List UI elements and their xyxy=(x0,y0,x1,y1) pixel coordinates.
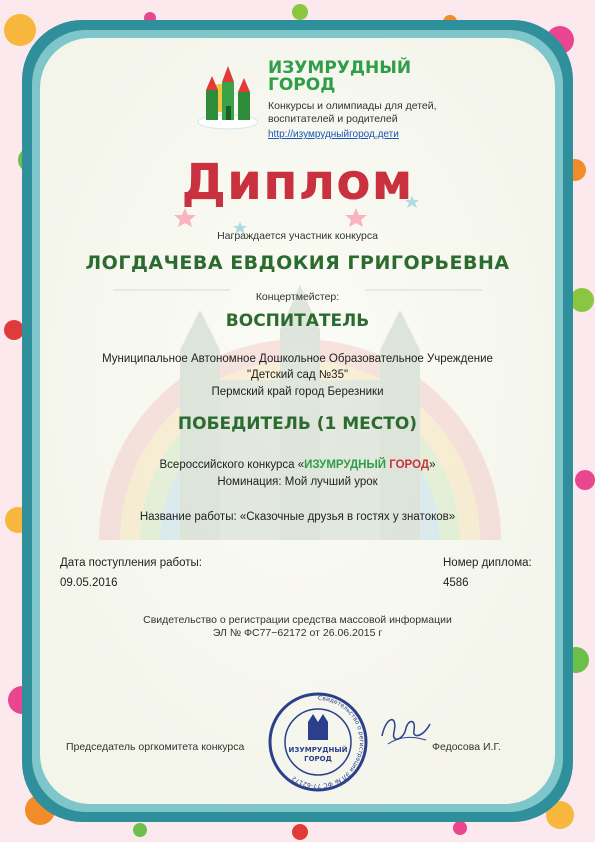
organization-line-1: Муниципальное Автономное Дошкольное Образовательное Учреждение xyxy=(102,353,493,365)
contest-suffix: » xyxy=(429,459,436,471)
chair-name: Федосова И.Г. xyxy=(432,741,501,753)
diploma-title: Диплом xyxy=(181,153,414,211)
stamp-center-line-1: ИЗУМРУДНЫЙ xyxy=(288,746,348,754)
organization-line-2: "Детский сад №35" xyxy=(246,369,349,381)
handwritten-signature xyxy=(376,706,436,756)
brand-url-link[interactable]: http://изумрудныйгород.дети xyxy=(268,129,399,140)
receipt-date-value: 09.05.2016 xyxy=(60,577,118,589)
registration-line-1: Свидетельство о регистрации средства массовой информации xyxy=(143,614,452,626)
stamp-ring-text: Свидетельство о регистрации ЭЛ № ФС 77-62172 xyxy=(290,694,365,790)
contest-prefix: Всероссийского конкурса « xyxy=(159,459,305,471)
participant-name: ЛОГДАЧЕВА ЕВДОКИЯ ГРИГОРЬЕВНА xyxy=(85,252,510,274)
stamp-center-line-2: ГОРОД xyxy=(304,755,332,763)
chair-label: Председатель оргкомитета конкурса xyxy=(66,741,245,753)
nomination: Номинация: Мой лучший урок xyxy=(217,476,378,488)
official-stamp xyxy=(266,690,370,794)
work-title: Название работы: «Сказочные друзья в гостях у знатоков» xyxy=(139,511,456,523)
accompanist-label: Концертмейстер: xyxy=(255,291,340,303)
contest-line xyxy=(0,459,595,471)
receipt-date-label: Дата поступления работы: xyxy=(60,557,202,569)
place-result: ПОБЕДИТЕЛЬ (1 МЕСТО) xyxy=(177,414,418,434)
contest-name-green: ИЗУМРУДНЫЙ xyxy=(304,459,387,471)
awarded-label: Награждается участник конкурса xyxy=(217,230,378,242)
organization-line-3: Пермский край город Березники xyxy=(211,386,384,398)
contest-name-red: ГОРОД xyxy=(389,459,430,471)
diploma-number-value: 4586 xyxy=(443,577,469,589)
brand-tagline: Конкурсы и олимпиады для детей, воспитателей и родителей xyxy=(268,100,437,125)
registration-line-2: ЭЛ № ФС77−62172 от 26.06.2015 г xyxy=(212,627,383,639)
diploma-number-label: Номер диплома: xyxy=(443,557,532,569)
castle-logo-icon xyxy=(196,62,260,130)
accompanist-role: ВОСПИТАТЕЛЬ xyxy=(225,311,370,331)
brand-name: ИЗУМРУДНЫЙ ГОРОД xyxy=(268,58,412,95)
